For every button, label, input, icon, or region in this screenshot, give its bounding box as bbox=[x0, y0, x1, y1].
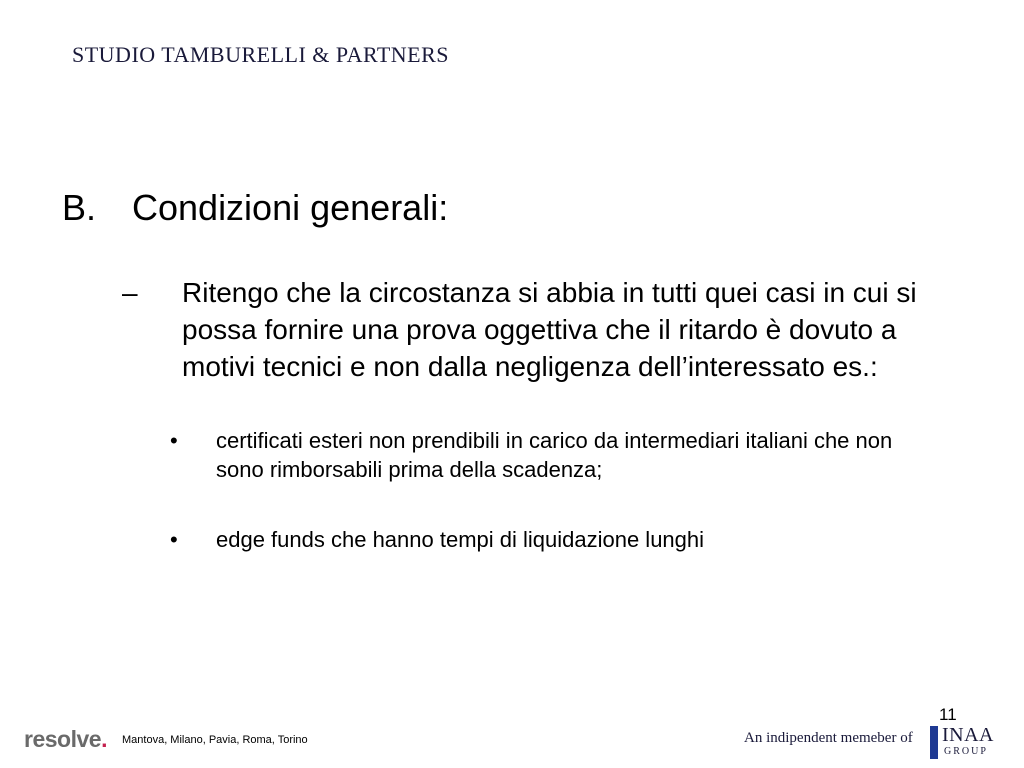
slide-content bbox=[62, 186, 982, 554]
inaa-group-logo bbox=[930, 726, 1000, 760]
bullet-item bbox=[170, 426, 982, 484]
resolve-logo-o: o bbox=[57, 726, 71, 752]
sub-item-text: Ritengo che la circostanza si abbia in tutti quei casi in cui si possa fornire una prova oggettiva che il ritardo è dovuto a motivi tecnici e non dalla negligenza dell’interessato es.: bbox=[182, 277, 917, 382]
resolve-logo-text: res bbox=[24, 726, 58, 752]
bullet-text: certificati esteri non prendibili in carico da intermediari italiani che non sono rimborsabili prima della scadenza; bbox=[216, 428, 893, 482]
inaa-logo-bar bbox=[930, 726, 938, 759]
office-locations: Mantova, Milano, Pavia, Roma, Torino bbox=[122, 734, 308, 746]
resolve-logo bbox=[24, 726, 107, 753]
resolve-logo-text-end: lve bbox=[70, 726, 102, 752]
bullet-text: edge funds che hanno tempi di liquidazione lunghi bbox=[216, 527, 705, 552]
inaa-logo-group: GROUP bbox=[944, 746, 988, 757]
firm-name: STUDIO TAMBURELLI & PARTNERS bbox=[72, 42, 450, 67]
heading-text: Condizioni generali: bbox=[132, 187, 449, 228]
bullet-icon: • bbox=[170, 428, 178, 453]
resolve-logo-dot: . bbox=[101, 726, 107, 752]
bullet-item bbox=[170, 525, 982, 554]
bullet-icon: • bbox=[170, 527, 178, 552]
heading-marker: B. bbox=[62, 187, 97, 228]
member-statement: An indipendent memeber of bbox=[744, 730, 913, 746]
page-number: 11 bbox=[939, 705, 957, 724]
section-heading bbox=[62, 186, 982, 230]
sub-item bbox=[112, 274, 982, 385]
dash-marker: – bbox=[122, 277, 138, 308]
inaa-logo-name: INAA bbox=[942, 724, 994, 746]
